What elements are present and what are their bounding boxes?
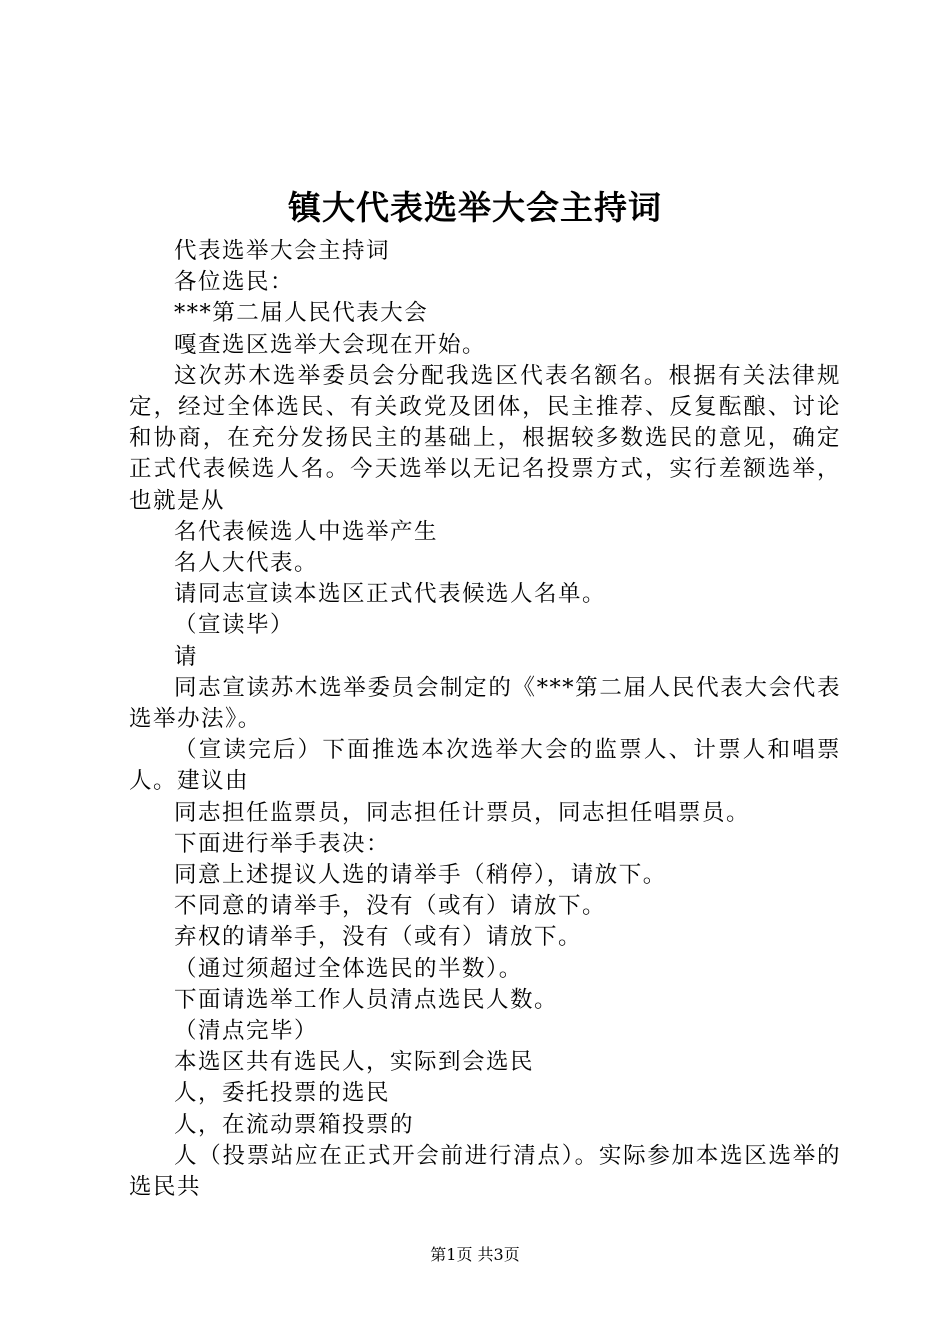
paragraph: 同意上述提议人选的请举手（稍停），请放下。	[174, 862, 667, 889]
paragraph: 不同意的请举手，没有（或有）请放下。	[174, 893, 607, 920]
paragraph: 同志宣读苏木选举委员会制定的《***第二届人民代表大会代表选举办法》。	[129, 674, 841, 733]
paragraph: 本选区共有选民人，实际到会选民	[174, 1049, 535, 1076]
paragraph: 请同志宣读本选区正式代表候选人名单。	[174, 581, 607, 608]
paragraph: （通过须超过全体选民的半数）。	[174, 955, 523, 982]
paragraph: ***第二届人民代表大会	[174, 300, 429, 327]
paragraph: 这次苏木选举委员会分配我选区代表名额名。根据有关法律规定，经过全体选民、有关政党及团体，民主推荐、反复酝酿、讨论和协商，在充分发扬民主的基础上，根据较多数选民的意见，确定正式代表候选人名。今天选举以无记名投票方式，实行差额选举，也就是从	[129, 362, 841, 514]
paragraph: 嘎查选区选举大会现在开始。	[174, 331, 487, 358]
paragraph: 名人大代表。	[174, 550, 319, 577]
document-title: 镇大代表选举大会主持词	[288, 188, 662, 227]
paragraph: 各位选民：	[174, 269, 295, 296]
document-body	[129, 236, 841, 1203]
paragraph: 弃权的请举手，没有（或有）请放下。	[174, 924, 583, 951]
paragraph: 同志担任监票员，同志担任计票员，同志担任唱票员。	[174, 799, 751, 826]
paragraph: （宣读完后）下面推选本次选举大会的监票人、计票人和唱票人。建议由	[129, 737, 841, 795]
paragraph: 人，在流动票箱投票的	[174, 1111, 415, 1138]
paragraph: 请	[174, 643, 199, 670]
paragraph: （清点完毕）	[174, 1018, 319, 1045]
paragraph: 下面进行举手表决：	[174, 830, 391, 857]
paragraph: 代表选举大会主持词	[174, 238, 391, 264]
page-number-footer: 第1页 共3页	[430, 1245, 520, 1264]
paragraph: 人（投票站应在正式开会前进行清点）。实际参加本选区选举的选民共	[129, 1142, 841, 1201]
paragraph: （宣读毕）	[174, 612, 295, 639]
paragraph: 下面请选举工作人员清点选民人数。	[174, 986, 559, 1013]
paragraph: 人，委托投票的选民	[174, 1080, 391, 1107]
paragraph: 名代表候选人中选举产生	[174, 518, 439, 545]
